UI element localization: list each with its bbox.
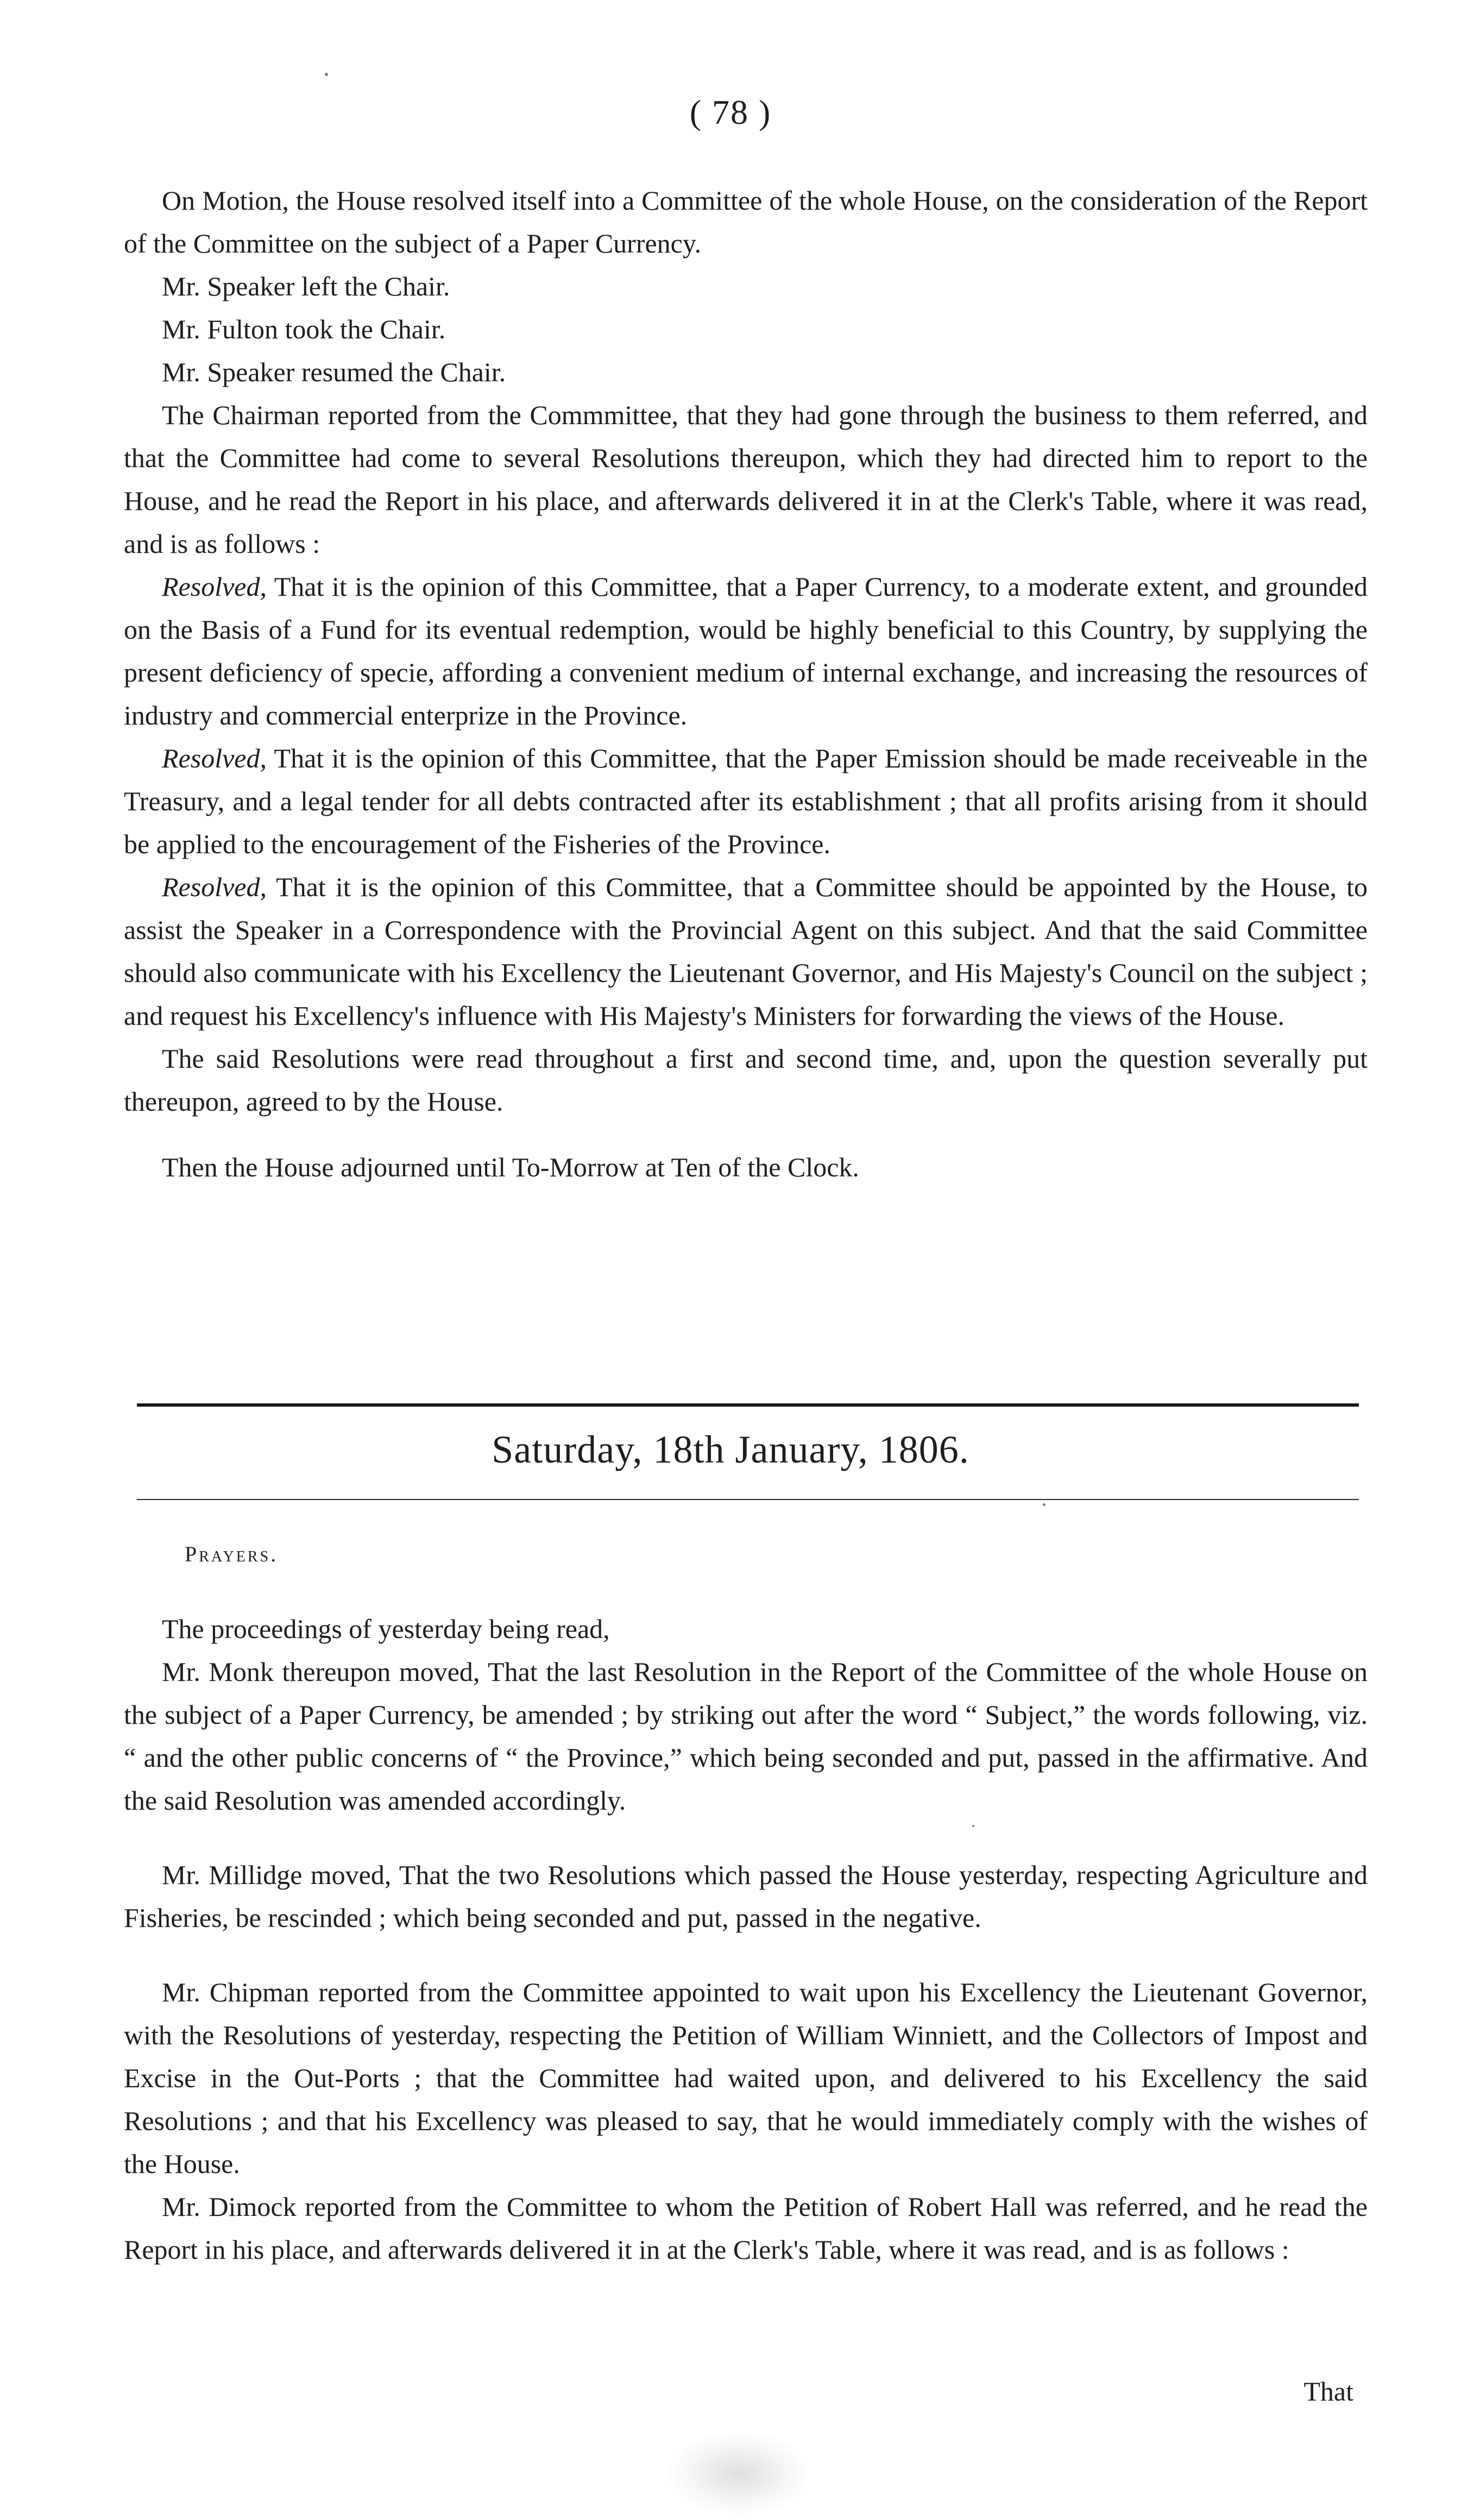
- paragraph-monk-motion: Mr. Monk thereupon moved, That the last Resolution in the Report of the Committee of the whole House on the subject of a Paper Currency, be amended ; by striking out after the word “ Subject,” the words following, viz. “ and the other public concerns of “ the Province,” which being seconded and put, passed in the affirmative. And the said Resolution was amended accordingly.: [124, 1656, 1368, 1816]
- paragraph-chairman-reported: The Chairman reported from the Commmittee, that they had gone through the business to them referred, and that the Committee had come to several Resolutions thereupon, which they had directed him to report to the House, and he read the Report in his place, and afterwards delivered it in at the Clerk's Table, where it was read, and is as follows :: [124, 400, 1368, 559]
- paper-speck: [972, 1825, 974, 1827]
- paper-smudge: [668, 2433, 809, 2515]
- catchword: That: [1303, 2376, 1353, 2406]
- resolution-text: That it is the opinion of this Committee, that a Paper Currency, to a moderate extent, and grounded on the Basis of a Fund for its eventual redemption, would be highly beneficial to this Country, by supplying the present deficiency of specie, affording a convenient medium of internal exchange, and increasing the resources of industry and commercial enterprize in the Province.: [124, 571, 1368, 730]
- resolution-text: That it is the opinion of this Committee, that the Paper Emission should be made receiveable in the Treasury, and a legal tender for all debts contracted after its establishment ; that all profits arising from it should be applied to the encouragement of the Fisheries of the Province.: [124, 743, 1368, 859]
- resolution-paragraph: [124, 565, 1368, 737]
- page-number: ( 78 ): [689, 93, 772, 131]
- resolution-text: That it is the opinion of this Committee, that a Committee should be appointed by the House, to assist the Speaker in a Correspondence with the Provincial Agent on this subject. And that the said Committee should also communicate with his Excellency the Lieutenant Governor, and His Majesty's Council on the subject ; and request his Excellency's influence with His Majesty's Ministers for forwarding the views of the House.: [124, 872, 1368, 1031]
- paragraph-proceedings-read: The proceedings of yesterday being read,: [162, 1614, 610, 1644]
- resolution-paragraph: [124, 866, 1368, 1037]
- prayers-label: Prayers.: [185, 1542, 279, 1566]
- paragraph-adjourned: Then the House adjourned until To-Morrow at Ten of the Clock.: [162, 1152, 859, 1182]
- paragraph-motion: On Motion, the House resolved itself into a Committee of the whole House, on the consideration of the Report of the Committee on the subject of a Paper Currency.: [124, 185, 1368, 259]
- paragraph-speaker-left: Mr. Speaker left the Chair.: [162, 271, 450, 301]
- resolution-lead: Resolved,: [162, 571, 267, 602]
- paragraph-resolutions-agreed: The said Resolutions were read throughout a first and second time, and, upon the question severally put thereupon, agreed to by the House.: [124, 1043, 1368, 1117]
- section-saturday-proceedings: [124, 1608, 1368, 2271]
- resolution-lead: Resolved,: [162, 872, 267, 902]
- paragraph-millidge-motion: Mr. Millidge moved, That the two Resolutions which passed the House yesterday, respecting Agriculture and Fisheries, be rescinded ; which being seconded and put, passed in the negative.: [124, 1860, 1368, 1933]
- paragraph-fulton-chair: Mr. Fulton took the Chair.: [162, 314, 446, 344]
- section-committee-report: [124, 179, 1368, 1189]
- divider-rule-top: [137, 1403, 1359, 1407]
- date-heading: Saturday, 18th January, 1806.: [492, 1428, 969, 1471]
- divider-rule-bottom: [137, 1499, 1359, 1500]
- paragraph-dimock-report: Mr. Dimock reported from the Committee to whom the Petition of Robert Hall was referred, and he read the Report in his place, and afterwards delivered it in at the Clerk's Table, where it was read, and is as follows :: [124, 2191, 1368, 2265]
- paragraph-chipman-report: Mr. Chipman reported from the Committee appointed to wait upon his Excellency the Lieutenant Governor, with the Resolutions of yesterday, respecting the Petition of William Winniett, and the Collectors of Impost and Excise in the Out-Ports ; that the Committee had waited upon, and delivered to his Excellency the said Resolutions ; and that his Excellency was pleased to say, that he would immediately comply with the wishes of the House.: [124, 1977, 1368, 2179]
- paper-speck: [1043, 1503, 1046, 1506]
- paragraph-speaker-resumed: Mr. Speaker resumed the Chair.: [162, 357, 506, 387]
- resolution-lead: Resolved,: [162, 743, 267, 773]
- paper-speck: [325, 73, 328, 76]
- resolution-paragraph: [124, 737, 1368, 866]
